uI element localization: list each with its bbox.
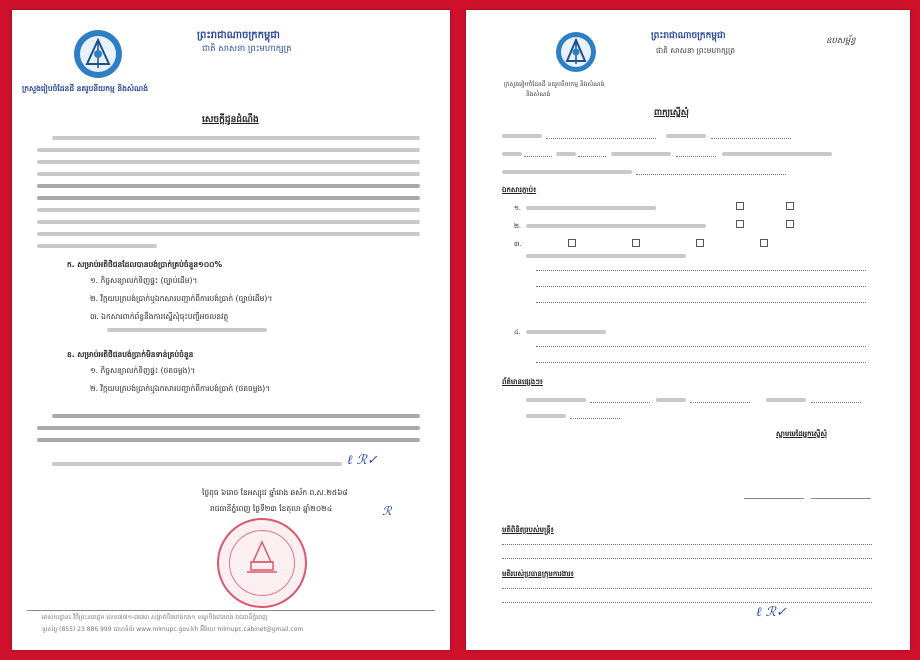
other-info-field[interactable]: [690, 402, 750, 403]
doc-item-number: ២.: [514, 222, 521, 230]
kingdom-heading: ព្រះរាជាណាចក្រកម្ពុជា: [651, 31, 726, 41]
head-review-line[interactable]: [502, 602, 872, 603]
document-title: សេចក្តីជូនដំណឹង: [202, 115, 259, 125]
checkbox[interactable]: [736, 202, 744, 210]
paragraph-line: [37, 244, 157, 248]
doc-notes-line[interactable]: [536, 286, 866, 287]
paragraph-line: [37, 172, 420, 176]
application-form: [466, 10, 910, 650]
ministry-logo: [556, 32, 596, 72]
doc-item-options: [526, 239, 770, 247]
doc-notes-line[interactable]: [536, 346, 866, 347]
checkbox[interactable]: [736, 220, 744, 228]
motto: ជាតិ សាសនា ព្រះមហាក្សត្រ: [202, 44, 292, 54]
field-label: [502, 170, 632, 174]
doc-item-label: [526, 254, 686, 258]
paragraph-line: [37, 220, 420, 224]
head-review-label: មតិរបស់ប្រធានក្រុមការងារ៖: [502, 570, 574, 578]
paragraph-line-bold: [37, 196, 420, 200]
checkbox[interactable]: [632, 239, 640, 247]
officer-review-line[interactable]: [502, 558, 872, 559]
lunar-date: ថ្ងៃពុធ ៦រោច ខែអស្សុជ ឆ្នាំរោង ឆស័ក ព.ស.២៥៦៨: [202, 488, 348, 497]
footer-contact: ទូរស័ព្ទ (855) 23 886 999 គេហទំព័រ www.mlmupc.gov.kh អ៊ីមែល mlmupc.cabinet@gmail.com: [42, 626, 304, 633]
field-label: [526, 398, 586, 402]
field-label: [656, 398, 686, 402]
paragraph-line: [37, 232, 420, 236]
checkbox[interactable]: [760, 239, 768, 247]
compass-icon: [556, 32, 596, 72]
doc-item-number: ៣.: [514, 240, 522, 248]
other-info-heading: ព័ត៌មានផ្សេងៗ៖: [502, 378, 543, 386]
category-a-item: ២. វិក្កយបត្របង់ប្រាក់ឬឯកសារបញ្ជាក់ពីការបង់ប្រាក់ (ច្បាប់ដើម)។: [90, 294, 273, 303]
officer-review-line[interactable]: [502, 544, 872, 545]
paragraph-line: [107, 328, 267, 332]
house-field[interactable]: [524, 156, 552, 157]
category-b-heading: ខ. សម្រាប់អតិថិជនបង់ប្រាក់មិនទាន់គ្រប់ចំនួន: [67, 350, 194, 359]
paragraph-line: [52, 462, 342, 466]
temple-icon: [219, 520, 305, 606]
id-field[interactable]: [711, 138, 791, 139]
signature-mark: ℓ ℛ✓: [347, 453, 378, 468]
ministry-name: ក្រសួងរៀបចំដែនដី នគរូបនីយកម្ម និងសំណង់: [504, 81, 605, 88]
category-a-item: ៣. ឯកសារពាក់ព័ន្ធនឹងការស្នើសុំចុះបញ្ជីអចលនវត្ថុ: [90, 312, 229, 321]
doc-notes-line[interactable]: [536, 270, 866, 271]
doc-item-options: [736, 202, 796, 210]
kingdom-heading: ព្រះរាជាណាចក្រកម្ពុជា: [197, 30, 280, 41]
officer-review-label: មតិពិនិត្យរបស់មន្ត្រី៖: [502, 526, 554, 534]
ministry-name: ក្រសួងរៀបចំដែនដី នគរូបនីយកម្ម និងសំណង់: [22, 84, 148, 93]
field-label: [722, 152, 832, 156]
field-label: [556, 152, 576, 156]
signature-line[interactable]: [744, 498, 804, 499]
field-label: [666, 134, 706, 138]
field-label: [766, 398, 806, 402]
phone-field[interactable]: [636, 174, 786, 175]
attached-docs-heading: ឯកសារភ្ជាប់៖: [502, 186, 537, 194]
checkbox[interactable]: [786, 202, 794, 210]
doc-item-number: ៤.: [514, 328, 521, 336]
category-b-item: ១. កិច្ចសន្យាលក់ទិញផ្ទះ (ថតចម្លង)។: [90, 366, 196, 375]
doc-item-options: [736, 220, 796, 228]
compass-icon: [74, 30, 122, 78]
paragraph-line: [37, 160, 420, 164]
category-a-item: ១. កិច្ចសន្យាលក់ទិញផ្ទះ (ច្បាប់ដើម)។: [90, 276, 198, 285]
date-place: រាជធានីភ្នំពេញ ថ្ងៃទី២៣ ខែតុលា ឆ្នាំ២០២៤: [210, 504, 333, 513]
signature-mark: ℛ: [382, 504, 392, 518]
field-label: [611, 152, 671, 156]
doc-item-label: [526, 330, 606, 334]
signature-line[interactable]: [811, 498, 871, 499]
motto: ជាតិ សាសនា ព្រះមហាក្សត្រ: [656, 46, 736, 55]
doc-item-label: [526, 224, 706, 228]
official-seal: [217, 518, 307, 608]
paragraph-line: [37, 208, 420, 212]
name-field[interactable]: [546, 138, 656, 139]
other-info-field[interactable]: [570, 418, 620, 419]
checkbox[interactable]: [786, 220, 794, 228]
village-field[interactable]: [676, 156, 716, 157]
footer-address: អាសយដ្ឋាន៖ វិថីព្រះនរោត្តម លេខ៧៧១-៧៧៣ សង្កាត់បឹងកេងកង១ ខណ្ឌបឹងកេងកង រាជធានីភ្នំពេញ: [42, 614, 268, 621]
checkbox[interactable]: [568, 239, 576, 247]
paragraph-line-bold: [37, 438, 420, 442]
paragraph-line: [37, 148, 420, 152]
paragraph-line-bold: [52, 414, 420, 418]
paragraph-line-bold: [37, 184, 420, 188]
footer-divider: [27, 610, 435, 611]
ministry-logo: [74, 30, 122, 78]
notice-document: [12, 10, 450, 650]
field-label: [526, 414, 566, 418]
ministry-name-line2: និងសំណង់: [526, 91, 551, 98]
field-label: [502, 152, 522, 156]
category-a-heading: ក. សម្រាប់អតិថិជនដែលបានបង់ប្រាក់គ្រប់ចំនួន១០០%: [67, 260, 222, 269]
doc-notes-line[interactable]: [536, 362, 866, 363]
doc-notes-line[interactable]: [536, 302, 866, 303]
paragraph-line: [52, 136, 420, 140]
applicant-signature-label: ស្នាមមេដៃអ្នកស្នើសុំ: [776, 430, 828, 438]
head-review-line[interactable]: [502, 588, 872, 589]
doc-item-number: ១.: [514, 204, 521, 212]
annex-label: ឧបសម្ព័ន្ធ: [826, 36, 856, 46]
checkbox[interactable]: [696, 239, 704, 247]
other-info-field[interactable]: [811, 402, 861, 403]
category-b-item: ២. វិក្កយបត្របង់ប្រាក់ឬឯកសារបញ្ជាក់ពីការបង់ប្រាក់ (ថតចម្លង)។: [90, 384, 271, 393]
other-info-field[interactable]: [590, 402, 650, 403]
street-field[interactable]: [578, 156, 606, 157]
paragraph-line-bold: [37, 426, 420, 430]
field-label: [502, 134, 542, 138]
doc-item-label: [526, 206, 656, 210]
signature-mark: ℓ ℛ✓: [756, 605, 787, 620]
form-title: ពាក្យស្នើសុំ: [654, 108, 689, 118]
